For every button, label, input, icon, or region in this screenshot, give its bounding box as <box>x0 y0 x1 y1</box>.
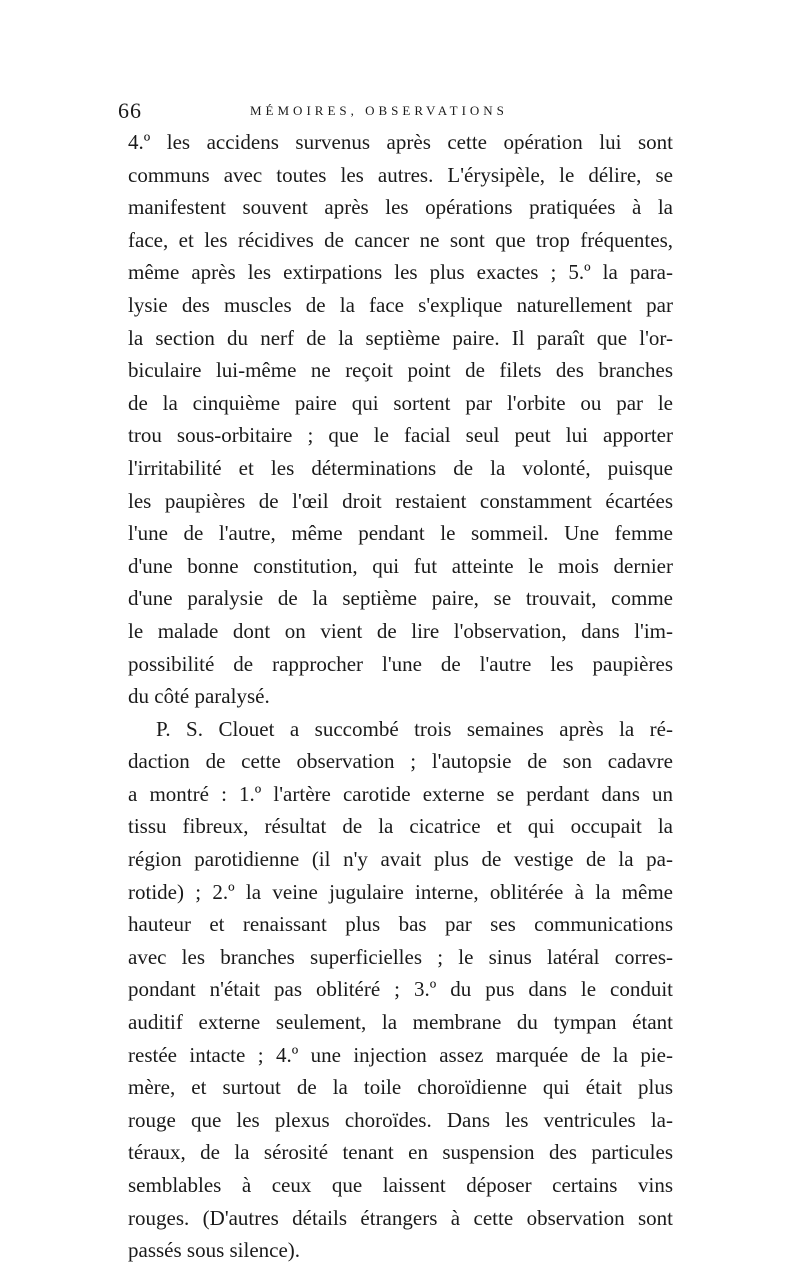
text-line: téraux, de la sérosité tenant en suspension des particules <box>128 1140 673 1165</box>
text-line: pondant n'était pas oblitéré ; 3.º du pus dans le conduit <box>128 977 673 1002</box>
page-header <box>118 98 678 126</box>
text-line: restée intacte ; 4.º une injection assez marquée de la pie- <box>128 1042 673 1067</box>
text-line: P. S. Clouet a succombé trois semaines après la ré- <box>156 716 673 741</box>
text-line: biculaire lui-même ne reçoit point de filets des branches <box>128 358 673 383</box>
text-line: passés sous silence). <box>128 1238 301 1263</box>
text-line: hauteur et renaissant plus bas par ses communications <box>128 912 673 937</box>
text-line: les paupières de l'œil droit restaient constamment écartées <box>128 488 673 513</box>
text-line: avec les branches superficielles ; le sinus latéral corres- <box>128 944 673 969</box>
text-line: lysie des muscles de la face s'explique naturellement par <box>128 292 673 317</box>
text-line: face, et les récidives de cancer ne sont que trop fréquentes, <box>128 227 673 252</box>
text-line: daction de cette observation ; l'autopsie de son cadavre <box>128 749 673 774</box>
text-line: trou sous-orbitaire ; que le facial seul peut lui apporter <box>128 423 673 448</box>
text-line: d'une bonne constitution, qui fut atteinte le mois dernier <box>128 553 673 578</box>
text-line: possibilité de rapprocher l'une de l'autre les paupières <box>128 651 673 676</box>
text-line: manifestent souvent après les opérations pratiquées à la <box>128 195 673 220</box>
running-head: MÉMOIRES, OBSERVATIONS <box>250 103 508 118</box>
text-line: d'une paralysie de la septième paire, se trouvait, comme <box>128 586 673 611</box>
text-line: même après les extirpations les plus exactes ; 5.º la para- <box>128 260 673 285</box>
text-line: rouges. (D'autres détails étrangers à cette observation sont <box>128 1205 673 1230</box>
text-line: a montré : 1.º l'artère carotide externe se perdant dans un <box>128 781 673 806</box>
text-line: la section du nerf de la septième paire. Il paraît que l'or- <box>128 325 673 350</box>
text-line: tissu fibreux, résultat de la cicatrice et qui occupait la <box>128 814 673 839</box>
text-line: 4.º les accidens survenus après cette opération lui sont <box>128 130 673 154</box>
body-text <box>128 126 673 1267</box>
text-line: l'une de l'autre, même pendant le sommeil. Une femme <box>128 521 673 546</box>
text-line: du côté paralysé. <box>128 684 270 709</box>
text-line: région parotidienne (il n'y avait plus de vestige de la pa- <box>128 847 673 872</box>
text-line: le malade dont on vient de lire l'observation, dans l'im- <box>128 618 673 643</box>
text-line: rouge que les plexus choroïdes. Dans les ventricules la- <box>128 1107 673 1132</box>
text-line: semblables à ceux que laissent déposer certains vins <box>128 1173 673 1197</box>
text-line: l'irritabilité et les déterminations de la volonté, puisque <box>128 455 673 480</box>
text-line: rotide) ; 2.º la veine jugulaire interne, oblitérée à la même <box>128 879 673 904</box>
paragraph-2 <box>128 713 673 1267</box>
page-number: 66 <box>118 98 142 123</box>
text-line: auditif externe seulement, la membrane du tympan étant <box>128 1010 673 1035</box>
paragraph-1 <box>128 126 673 713</box>
text-line: mère, et surtout de la toile choroïdienne qui était plus <box>128 1075 673 1100</box>
text-line: de la cinquième paire qui sortent par l'orbite ou par le <box>128 390 673 415</box>
text-line: communs avec toutes les autres. L'érysipèle, le délire, se <box>128 162 673 187</box>
